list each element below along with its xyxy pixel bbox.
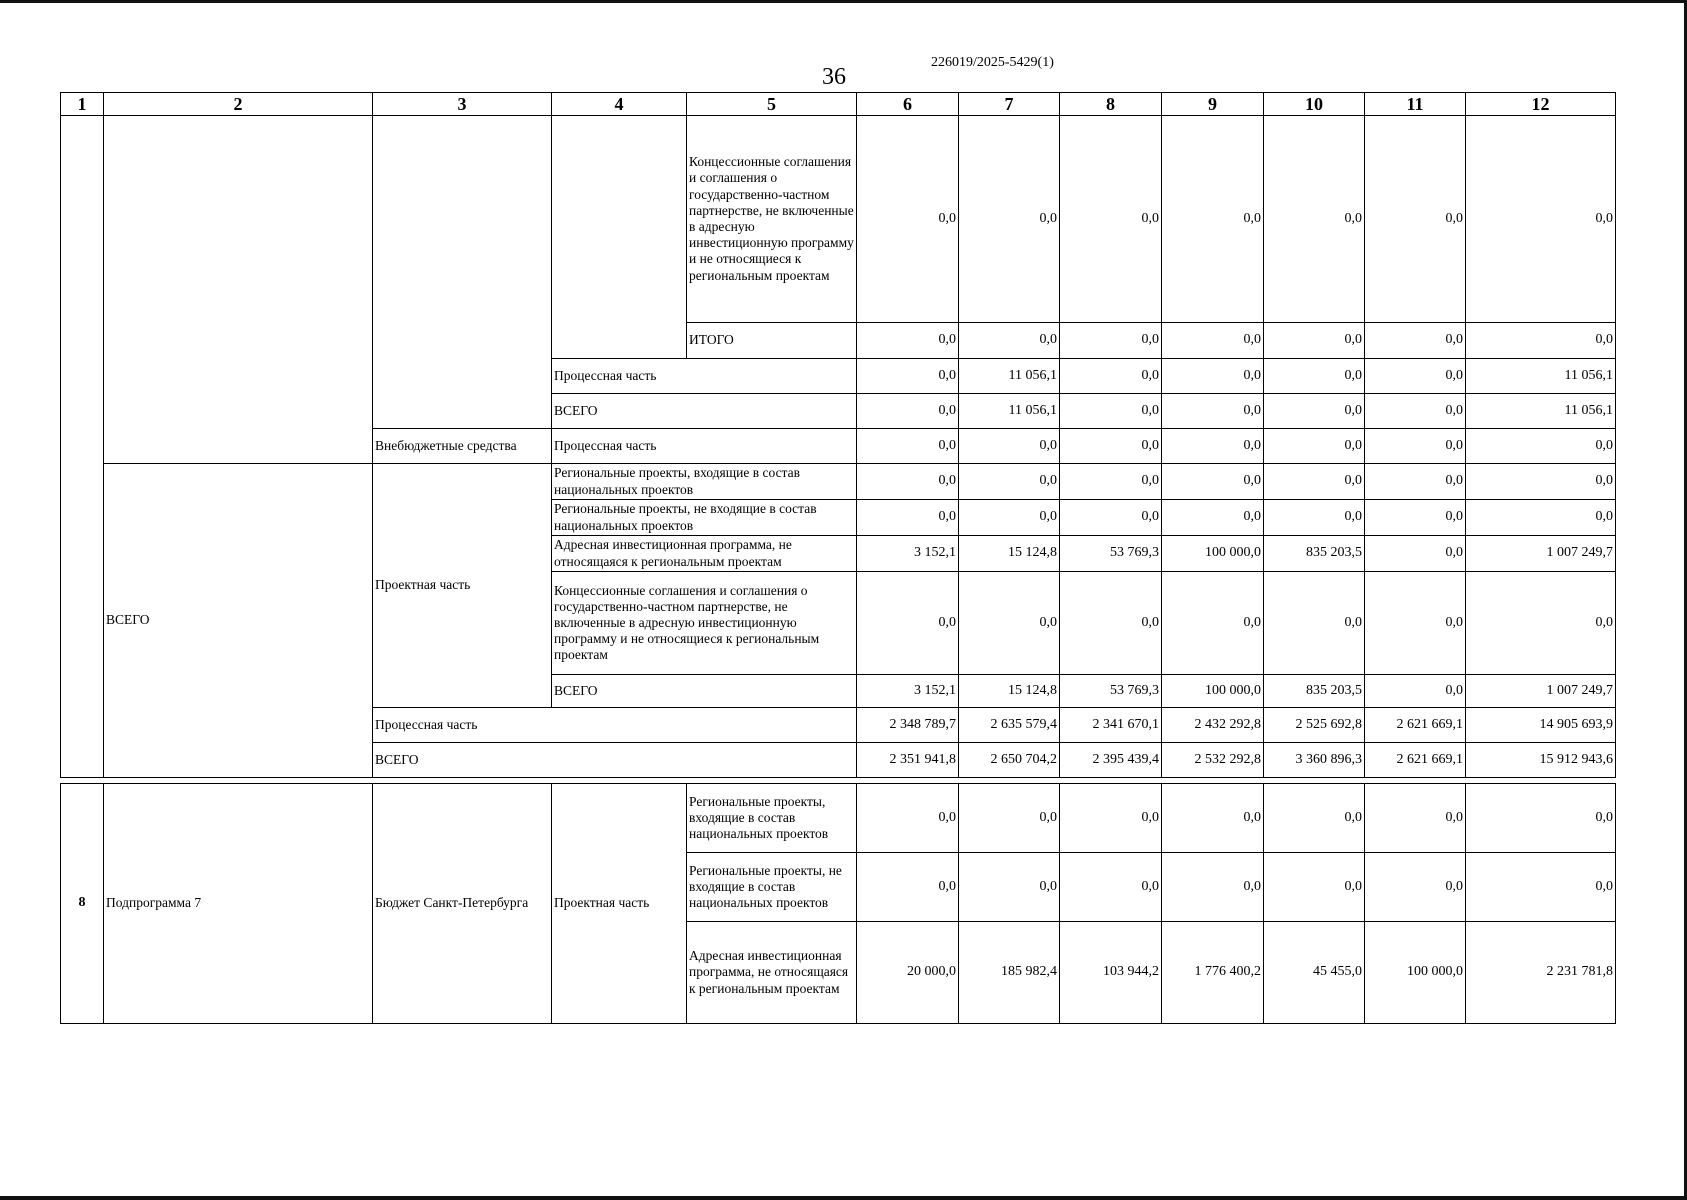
value-cell: 0,0 <box>857 464 959 500</box>
value-cell: 0,0 <box>1264 429 1365 464</box>
column-header: 12 <box>1466 93 1616 116</box>
row-number: 8 <box>61 784 104 1024</box>
column-header: 11 <box>1365 93 1466 116</box>
row-label: Внебюджетные средства <box>373 429 552 464</box>
row-label: Процессная часть <box>373 708 857 743</box>
value-cell: 0,0 <box>1060 464 1162 500</box>
row-label: Адресная инвестиционная программа, не относящаяся к региональным проектам <box>552 536 857 572</box>
value-cell: 0,0 <box>1264 359 1365 394</box>
value-cell: 0,0 <box>857 323 959 359</box>
value-cell: 0,0 <box>1060 853 1162 922</box>
value-cell: 0,0 <box>1264 853 1365 922</box>
value-cell: 0,0 <box>1162 394 1264 429</box>
value-cell: 1 007 249,7 <box>1466 675 1616 708</box>
value-cell: 0,0 <box>1264 116 1365 323</box>
value-cell: 0,0 <box>1264 464 1365 500</box>
row-label: Концессионные соглашения и соглашения о государственно-частном партнерстве, не включенные в адресную инвестиционную программу и не относящиеся к региональным проектам <box>687 116 857 323</box>
value-cell: 2 635 579,4 <box>959 708 1060 743</box>
column-header: 7 <box>959 93 1060 116</box>
row-label: ВСЕГО <box>373 743 857 778</box>
value-cell: 2 351 941,8 <box>857 743 959 778</box>
empty-cell <box>373 116 552 429</box>
value-cell: 0,0 <box>1365 500 1466 536</box>
value-cell: 0,0 <box>857 359 959 394</box>
value-cell: 53 769,3 <box>1060 536 1162 572</box>
table-row <box>61 784 1616 853</box>
funding-source: Бюджет Санкт-Петербурга <box>373 784 552 1024</box>
empty-cell <box>552 116 687 359</box>
row-label: Региональные проекты, входящие в состав национальных проектов <box>687 784 857 853</box>
value-cell: 0,0 <box>1365 572 1466 675</box>
value-cell: 0,0 <box>959 572 1060 675</box>
value-cell: 0,0 <box>959 500 1060 536</box>
value-cell: 0,0 <box>1162 323 1264 359</box>
value-cell: 45 455,0 <box>1264 922 1365 1024</box>
subprogram-name: Подпрограмма 7 <box>104 784 373 1024</box>
value-cell: 0,0 <box>1162 359 1264 394</box>
value-cell: 11 056,1 <box>1466 359 1616 394</box>
empty-cell <box>104 116 373 464</box>
value-cell: 0,0 <box>959 323 1060 359</box>
column-header: 3 <box>373 93 552 116</box>
value-cell: 0,0 <box>1162 500 1264 536</box>
value-cell: 3 360 896,3 <box>1264 743 1365 778</box>
row-label: Проектная часть <box>373 464 552 708</box>
value-cell: 0,0 <box>857 572 959 675</box>
value-cell: 1 007 249,7 <box>1466 536 1616 572</box>
value-cell: 0,0 <box>1060 116 1162 323</box>
row-label: ИТОГО <box>687 323 857 359</box>
value-cell: 0,0 <box>1060 429 1162 464</box>
value-cell: 3 152,1 <box>857 536 959 572</box>
value-cell: 0,0 <box>1162 116 1264 323</box>
value-cell: 0,0 <box>1466 323 1616 359</box>
value-cell: 100 000,0 <box>1162 675 1264 708</box>
value-cell: 0,0 <box>857 500 959 536</box>
value-cell: 15 912 943,6 <box>1466 743 1616 778</box>
value-cell: 0,0 <box>1365 536 1466 572</box>
value-cell: 0,0 <box>1365 323 1466 359</box>
value-cell: 11 056,1 <box>1466 394 1616 429</box>
value-cell: 835 203,5 <box>1264 536 1365 572</box>
value-cell: 0,0 <box>1466 429 1616 464</box>
value-cell: 0,0 <box>1264 323 1365 359</box>
value-cell: 2 348 789,7 <box>857 708 959 743</box>
page-number: 36 <box>822 64 846 90</box>
value-cell: 0,0 <box>1060 394 1162 429</box>
value-cell: 2 532 292,8 <box>1162 743 1264 778</box>
value-cell: 0,0 <box>1060 323 1162 359</box>
column-header: 5 <box>687 93 857 116</box>
value-cell: 0,0 <box>1060 784 1162 853</box>
document-id: 226019/2025-5429(1) <box>931 55 1054 70</box>
value-cell: 0,0 <box>1365 359 1466 394</box>
column-header: 10 <box>1264 93 1365 116</box>
value-cell: 0,0 <box>1162 572 1264 675</box>
column-header: 8 <box>1060 93 1162 116</box>
value-cell: 0,0 <box>1162 784 1264 853</box>
column-header: 2 <box>104 93 373 116</box>
value-cell: 0,0 <box>959 116 1060 323</box>
value-cell: 0,0 <box>1264 500 1365 536</box>
value-cell: 11 056,1 <box>959 394 1060 429</box>
value-cell: 0,0 <box>857 429 959 464</box>
value-cell: 0,0 <box>857 116 959 323</box>
value-cell: 0,0 <box>1060 359 1162 394</box>
column-header: 1 <box>61 93 104 116</box>
row-label: Адресная инвестиционная программа, не относящаяся к региональным проектам <box>687 922 857 1024</box>
value-cell: 15 124,8 <box>959 675 1060 708</box>
value-cell: 0,0 <box>1162 429 1264 464</box>
value-cell: 0,0 <box>1365 464 1466 500</box>
value-cell: 835 203,5 <box>1264 675 1365 708</box>
value-cell: 0,0 <box>959 429 1060 464</box>
subprogram-7-table <box>60 783 1616 1024</box>
value-cell: 103 944,2 <box>1060 922 1162 1024</box>
value-cell: 100 000,0 <box>1162 536 1264 572</box>
value-cell: 0,0 <box>959 464 1060 500</box>
column-header: 9 <box>1162 93 1264 116</box>
value-cell: 0,0 <box>1365 853 1466 922</box>
column-header: 6 <box>857 93 959 116</box>
row-label: Концессионные соглашения и соглашения о государственно-частном партнерстве, не включенные в адресную инвестиционную программу и не относящиеся к региональным проектам <box>552 572 857 675</box>
value-cell: 0,0 <box>857 853 959 922</box>
value-cell: 0,0 <box>1264 572 1365 675</box>
value-cell: 53 769,3 <box>1060 675 1162 708</box>
value-cell: 0,0 <box>857 784 959 853</box>
row-label: ВСЕГО <box>552 394 857 429</box>
value-cell: 2 432 292,8 <box>1162 708 1264 743</box>
column-header: 4 <box>552 93 687 116</box>
row-label: Процессная часть <box>552 359 857 394</box>
value-cell: 0,0 <box>959 853 1060 922</box>
row-label: ВСЕГО <box>552 675 857 708</box>
value-cell: 2 650 704,2 <box>959 743 1060 778</box>
value-cell: 2 395 439,4 <box>1060 743 1162 778</box>
value-cell: 0,0 <box>1365 784 1466 853</box>
value-cell: 0,0 <box>1162 464 1264 500</box>
value-cell: 0,0 <box>1466 116 1616 323</box>
value-cell: 185 982,4 <box>959 922 1060 1024</box>
row-label: Региональные проекты, не входящие в состав национальных проектов <box>687 853 857 922</box>
value-cell: 1 776 400,2 <box>1162 922 1264 1024</box>
value-cell: 2 621 669,1 <box>1365 708 1466 743</box>
value-cell: 0,0 <box>857 394 959 429</box>
value-cell: 11 056,1 <box>959 359 1060 394</box>
budget-table <box>60 92 1616 778</box>
scan-border-bottom <box>0 1196 1687 1200</box>
row-label: Проектная часть <box>552 784 687 1024</box>
value-cell: 0,0 <box>1060 500 1162 536</box>
value-cell: 0,0 <box>1365 429 1466 464</box>
row-label: ВСЕГО <box>104 464 373 778</box>
row-label: Региональные проекты, входящие в состав национальных проектов <box>552 464 857 500</box>
value-cell: 3 152,1 <box>857 675 959 708</box>
value-cell: 0,0 <box>1466 784 1616 853</box>
value-cell: 0,0 <box>1466 500 1616 536</box>
value-cell: 15 124,8 <box>959 536 1060 572</box>
value-cell: 2 231 781,8 <box>1466 922 1616 1024</box>
value-cell: 14 905 693,9 <box>1466 708 1616 743</box>
value-cell: 0,0 <box>1466 572 1616 675</box>
table-row <box>61 116 1616 323</box>
value-cell: 0,0 <box>1365 675 1466 708</box>
value-cell: 2 525 692,8 <box>1264 708 1365 743</box>
value-cell: 0,0 <box>959 784 1060 853</box>
row-label: Региональные проекты, не входящие в состав национальных проектов <box>552 500 857 536</box>
value-cell: 0,0 <box>1060 572 1162 675</box>
value-cell: 2 621 669,1 <box>1365 743 1466 778</box>
value-cell: 0,0 <box>1466 464 1616 500</box>
scan-border-top <box>0 0 1687 3</box>
value-cell: 100 000,0 <box>1365 922 1466 1024</box>
row-number-cell <box>61 116 104 778</box>
value-cell: 2 341 670,1 <box>1060 708 1162 743</box>
value-cell: 0,0 <box>1264 394 1365 429</box>
value-cell: 0,0 <box>1365 394 1466 429</box>
value-cell: 0,0 <box>1466 853 1616 922</box>
row-label: Процессная часть <box>552 429 857 464</box>
value-cell: 20 000,0 <box>857 922 959 1024</box>
value-cell: 0,0 <box>1264 784 1365 853</box>
value-cell: 0,0 <box>1162 853 1264 922</box>
value-cell: 0,0 <box>1365 116 1466 323</box>
column-header-row <box>61 93 1616 116</box>
table-row <box>61 464 1616 500</box>
